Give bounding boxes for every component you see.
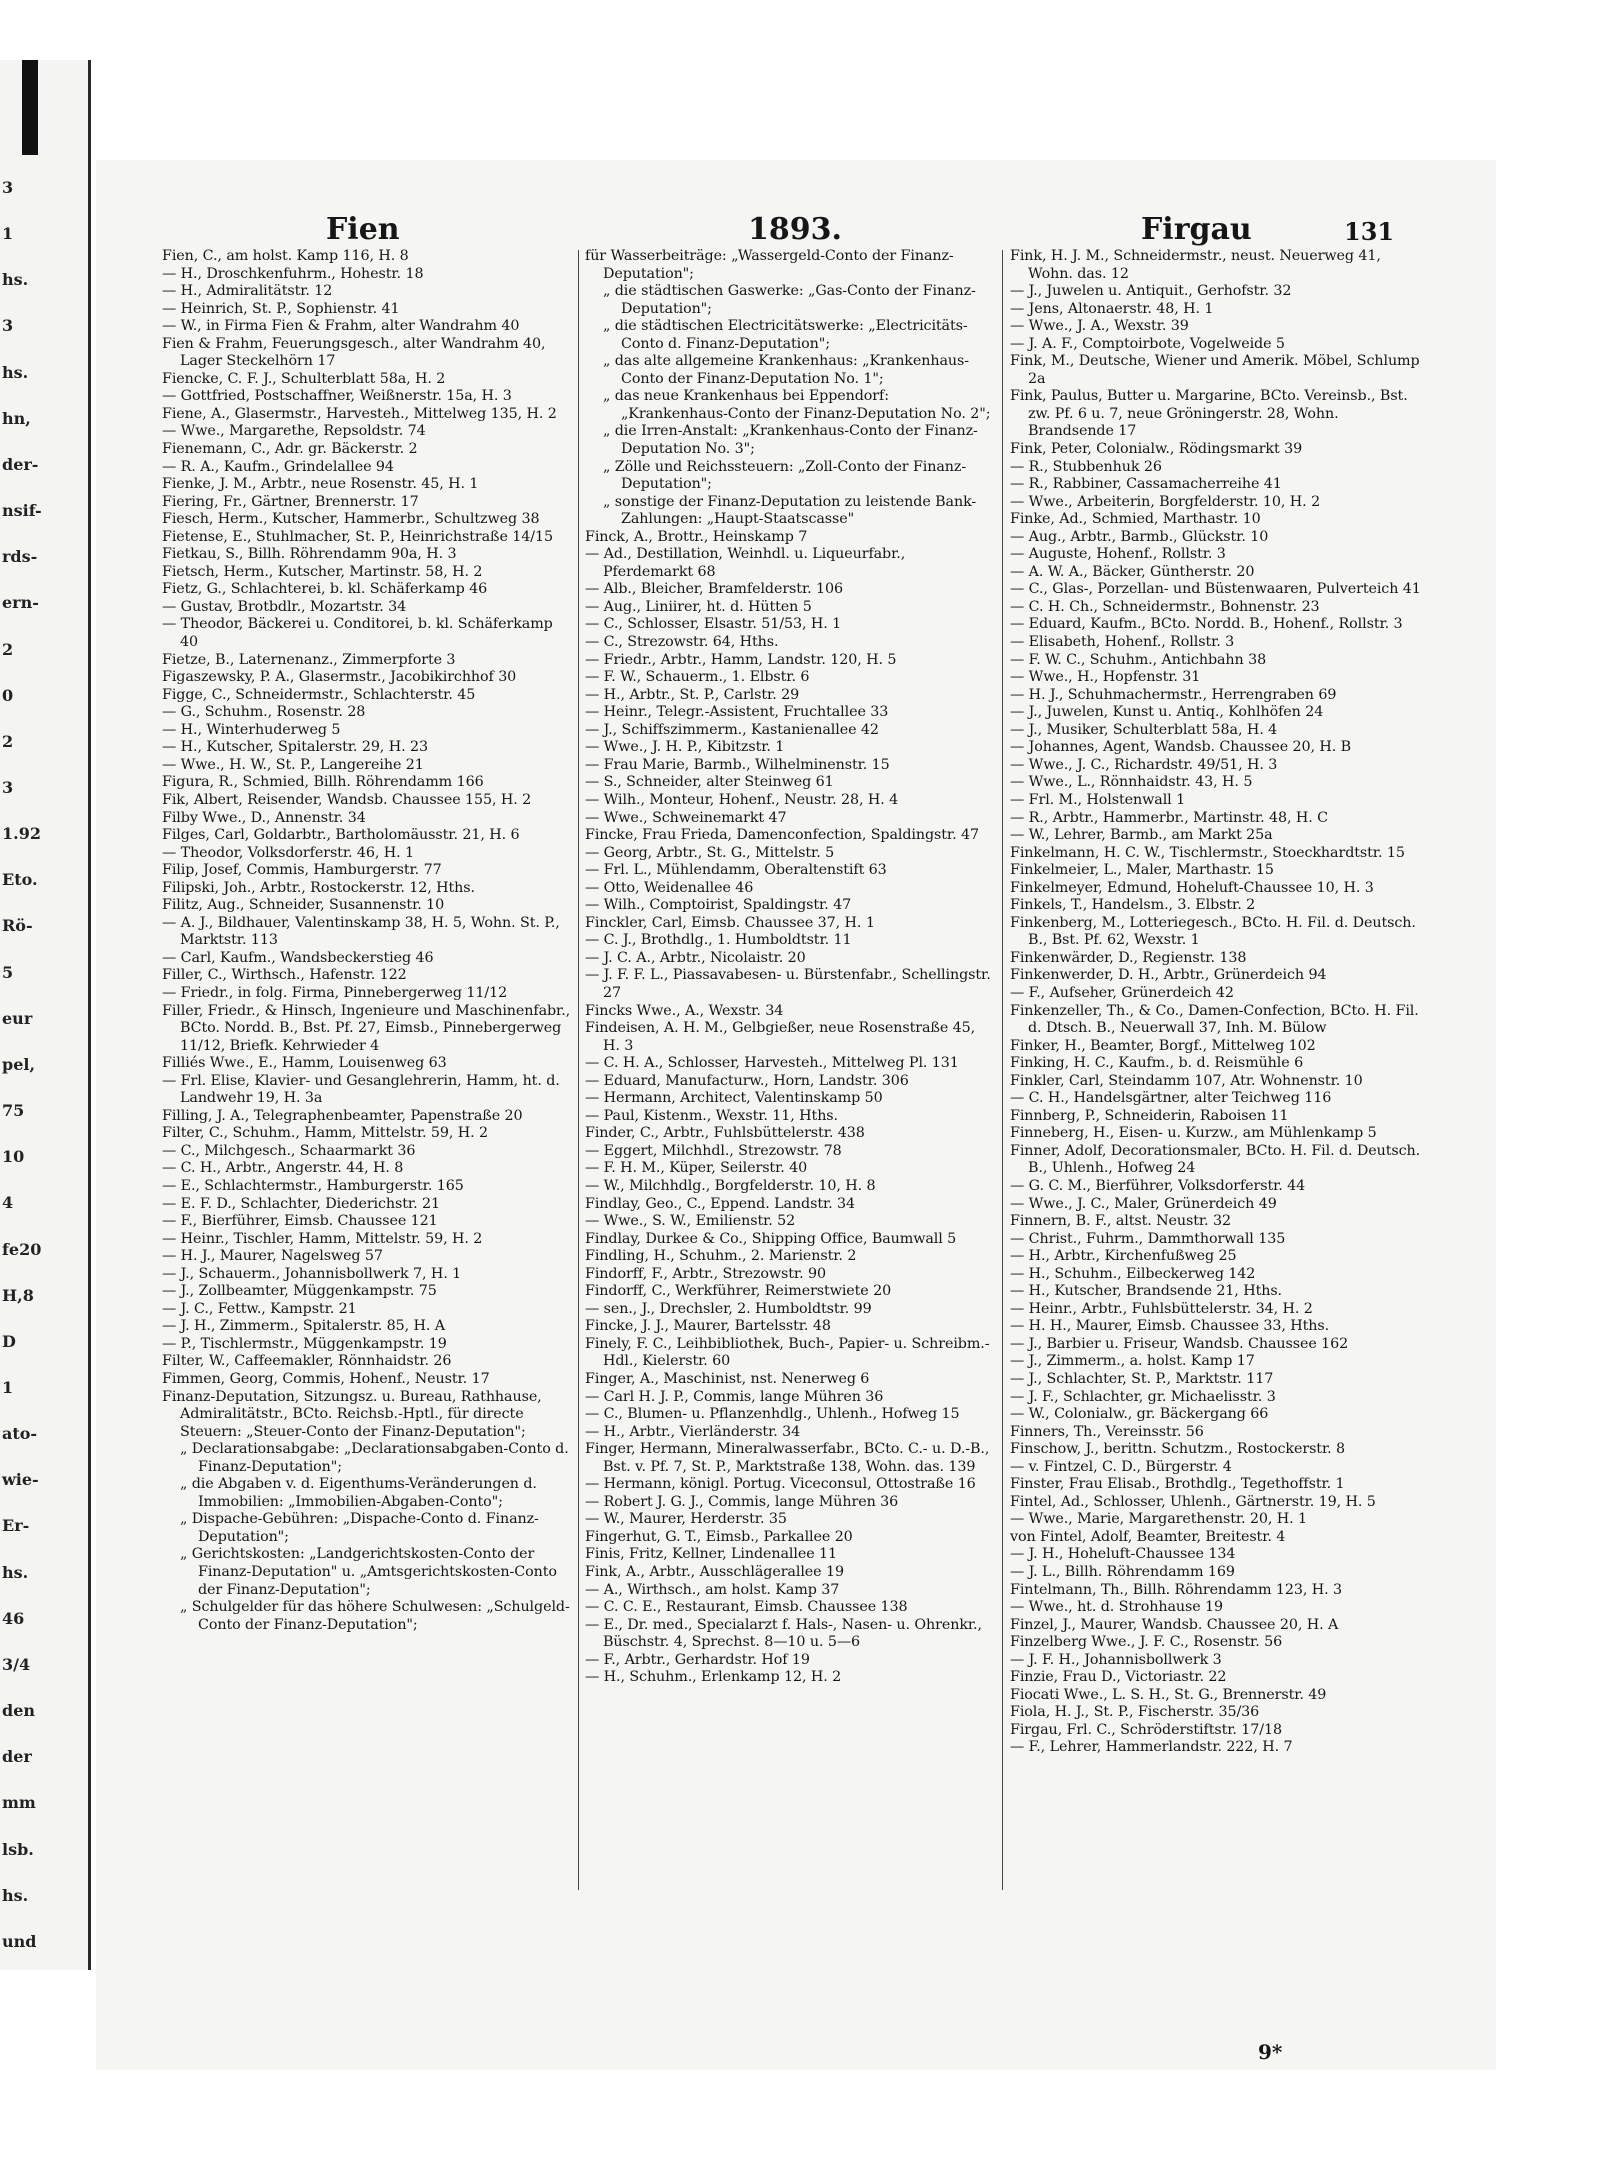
directory-entry: Finder, C., Arbtr., Fuhlsbüttelerstr. 438 [585, 1125, 865, 1142]
directory-entry: — F., Lehrer, Hammerlandstr. 222, H. 7 [1010, 1739, 1293, 1756]
facing-page-fragment: 75 [2, 1101, 25, 1121]
directory-entry: — Frl. M., Holstenwall 1 [1010, 791, 1186, 808]
facing-page-fragment: 1.92 [2, 824, 41, 844]
facing-page-fragment: und [2, 1931, 37, 1951]
directory-entry: Finzelberg Wwe., J. F. C., Rosenstr. 56 [1010, 1634, 1283, 1651]
directory-entry: Findeisen, A. H. M., Gelbgießer, neue Rosenstraße 45, H. 3 [585, 1020, 976, 1054]
directory-entry: — W., Maurer, Herderstr. 35 [585, 1511, 787, 1528]
facing-page-fragment: 10 [2, 1147, 25, 1167]
directory-entry: — Christ., Fuhrm., Dammthorwall 135 [1010, 1230, 1286, 1247]
column-1 [162, 248, 572, 1998]
directory-entry: — Auguste, Hohenf., Rollstr. 3 [1010, 546, 1226, 563]
directory-entry: — Otto, Weidenallee 46 [585, 879, 754, 896]
directory-entry: Findorff, F., Arbtr., Strezowstr. 90 [585, 1265, 826, 1282]
running-head-year: 1893. [748, 212, 842, 247]
directory-entry: — F. W., Schauerm., 1. Elbstr. 6 [585, 669, 810, 686]
directory-entry: Finkelmeier, L., Maler, Marthastr. 15 [1010, 862, 1274, 879]
directory-entry: — A. W. A., Bäcker, Güntherstr. 20 [1010, 563, 1255, 580]
directory-entry: — v. Fintzel, C. D., Bürgerstr. 4 [1010, 1458, 1232, 1475]
directory-entry: Finkenwärder, D., Regienstr. 138 [1010, 949, 1247, 966]
directory-entry: — Johannes, Agent, Wandsb. Chaussee 20, H. B [1010, 739, 1352, 756]
directory-entry: — W., Colonialw., gr. Bäckergang 66 [1010, 1406, 1269, 1423]
directory-entry: Filip, Josef, Commis, Hamburgerstr. 77 [162, 862, 442, 879]
directory-entry: — W., Milchhdlg., Borgfelderstr. 10, H. 8 [585, 1177, 876, 1194]
facing-page-fragment: wie- [2, 1470, 39, 1490]
directory-entry: — Wwe., J. C., Maler, Grünerdeich 49 [1010, 1195, 1277, 1212]
directory-entry: — J., Musiker, Schulterblatt 58a, H. 4 [1010, 721, 1278, 738]
directory-entry: — Jens, Altonaerstr. 48, H. 1 [1010, 300, 1214, 317]
facing-page-fragment: 46 [2, 1608, 25, 1628]
running-head [96, 212, 1426, 252]
directory-entry: — J. F. H., Johannisbollwerk 3 [1010, 1651, 1222, 1668]
directory-entry: „ Zölle und Reichssteuern: „Zoll-Conto der Finanz-Deputation"; [603, 458, 967, 493]
directory-entry: — Frl. L., Mühlendamm, Oberaltenstift 63 [585, 862, 887, 879]
directory-entry: Fienemann, C., Adr. gr. Bäckerstr. 2 [162, 441, 418, 458]
directory-entry: — Wwe., Schweinemarkt 47 [585, 809, 787, 826]
directory-entry: für Wasserbeiträge: „Wassergeld-Conto der Finanz-Deputation"; [585, 248, 954, 282]
directory-entry: — Wwe., L., Rönnhaidstr. 43, H. 5 [1010, 774, 1253, 791]
directory-entry: Fincks Wwe., A., Wexstr. 34 [585, 1002, 784, 1019]
directory-entry: — J., Schiffszimmerm., Kastanienallee 42 [585, 721, 879, 738]
facing-page-fragment: der [2, 1747, 32, 1767]
directory-entry: — C., Milchgesch., Schaarmarkt 36 [162, 1142, 416, 1159]
directory-entry: — J. L., Billh. Röhrendamm 169 [1010, 1564, 1235, 1581]
directory-entry: — Hermann, königl. Portug. Viceconsul, Ottostraße 16 [585, 1476, 976, 1493]
directory-entry: — H., Schuhm., Eilbeckerweg 142 [1010, 1265, 1256, 1282]
directory-entry: — Frau Marie, Barmb., Wilhelminenstr. 15 [585, 756, 890, 773]
directory-entry: Finger, A., Maschinist, nst. Nenerweg 6 [585, 1371, 870, 1387]
directory-entry: Finner, Adolf, Decorationsmaler, BCto. H. Fil. d. Deutsch. B., Uhlenh., Hofweg 24 [1010, 1142, 1421, 1177]
directory-entry: Finke, Ad., Schmied, Marthastr. 10 [1010, 511, 1261, 528]
directory-entry: — Wwe., H., Hopfenstr. 31 [1010, 669, 1201, 686]
facing-page-fragment: Er- [2, 1516, 30, 1536]
directory-entry: Finzel, J., Maurer, Wandsb. Chaussee 20, H. A [1010, 1616, 1339, 1633]
directory-entry: Fink, Paulus, Butter u. Margarine, BCto. Vereinsb., Bst. zw. Pf. 6 u. 7, neue Gröningerstr. 28, Wohn. Brandsende 17 [1010, 388, 1408, 440]
directory-entry: Fincke, J. J., Maurer, Bartelsstr. 48 [585, 1318, 831, 1335]
directory-entry: Filter, W., Caffeemakler, Rönnhaidstr. 26 [162, 1353, 452, 1370]
running-head-left: Fien [326, 212, 400, 247]
directory-entry: Figaszewsky, P. A., Glasermstr., Jacobikirchhof 30 [162, 669, 517, 686]
directory-entry: Fintelmann, Th., Billh. Röhrendamm 123, H. 3 [1010, 1581, 1343, 1598]
directory-entry: „ die städtischen Gaswerke: „Gas-Conto der Finanz-Deputation"; [603, 283, 976, 317]
directory-entry: — C. H., Handelsgärtner, alter Teichweg 116 [1010, 1090, 1332, 1107]
facing-page-fragment: hs. [2, 270, 29, 290]
directory-entry: Finneberg, H., Eisen- u. Kurzw., am Mühlenkamp 5 [1010, 1125, 1377, 1142]
directory-entry: — Wwe., J. H. P., Kibitzstr. 1 [585, 739, 785, 756]
directory-entry: — R., Stubbenhuk 26 [1010, 458, 1162, 475]
directory-entry: — Robert J. G. J., Commis, lange Mühren 36 [585, 1493, 899, 1510]
directory-entry: — G. C. M., Bierführer, Volksdorferstr. 44 [1010, 1177, 1306, 1194]
directory-entry: — R., Arbtr., Hammerbr., Martinstr. 48, H. C [1010, 809, 1328, 826]
directory-entry: — H., Arbtr., St. P., Carlstr. 29 [585, 686, 800, 703]
directory-entry: — H., Admiralitätstr. 12 [162, 283, 333, 300]
directory-entry: — J., Zollbeamter, Müggenkampstr. 75 [162, 1283, 437, 1300]
directory-entry: Figura, R., Schmied, Billh. Röhrendamm 166 [162, 774, 484, 791]
column-rule [1002, 250, 1003, 1890]
directory-entry: Filliés Wwe., E., Hamm, Louisenweg 63 [162, 1055, 447, 1072]
directory-entry: Finkenberg, M., Lotteriegesch., BCto. H. Fil. d. Deutsch. B., Bst. Pf. 62, Wexstr. 1 [1010, 914, 1416, 949]
directory-entry: Filter, C., Schuhm., Hamm, Mittelstr. 59, H. 2 [162, 1125, 489, 1142]
facing-page-fragment: hs. [2, 1885, 29, 1905]
directory-entry: — H., Winterhuderweg 5 [162, 721, 341, 738]
directory-entry: „ sonstige der Finanz-Deputation zu leistende Bank-Zahlungen: „Haupt-Staatscasse" [603, 493, 977, 528]
directory-entry: Finking, H. C., Kaufm., b. d. Reismühle 6 [1010, 1055, 1304, 1072]
directory-entry: — F., Arbtr., Gerhardstr. Hof 19 [585, 1651, 810, 1668]
directory-entry: — J. F. F. L., Piassavabesen- u. Bürstenfabr., Schellingstr. 27 [585, 967, 991, 1001]
directory-entry: Finkelmeyer, Edmund, Hoheluft-Chaussee 10, H. 3 [1010, 879, 1374, 896]
directory-entry: Filler, C., Wirthsch., Hafenstr. 122 [162, 967, 407, 984]
directory-entry: — C. H. A., Schlosser, Harvesteh., Mittelweg Pl. 131 [585, 1055, 959, 1072]
directory-entry: „ Gerichtskosten: „Landgerichtskosten-Conto der Finanz-Deputation" u. „Amtsgerichtskosten-Conto der Finanz-Deputation"; [180, 1546, 557, 1598]
directory-entry: Fienke, J. M., Arbtr., neue Rosenstr. 45, H. 1 [162, 476, 479, 493]
directory-entry: Fingerhut, G. T., Eimsb., Parkallee 20 [585, 1528, 853, 1545]
directory-entry: Fink, Peter, Colonialw., Rödingsmarkt 39 [1010, 441, 1303, 458]
facing-page-fragment: ato- [2, 1424, 38, 1444]
directory-entry: Fiene, A., Glasermstr., Harvesteh., Mittelweg 135, H. 2 [162, 405, 557, 422]
directory-entry: — Wilh., Monteur, Hohenf., Neustr. 28, H. 4 [585, 791, 899, 808]
directory-entry: — J. H., Hoheluft-Chaussee 134 [1010, 1546, 1236, 1563]
directory-entry: — Wwe., Margarethe, Repsoldstr. 74 [162, 423, 426, 440]
directory-entry: — Wwe., H. W., St. P., Langereihe 21 [162, 756, 424, 773]
directory-entry: Finkler, Carl, Steindamm 107, Atr. Wohnenstr. 10 [1010, 1072, 1363, 1089]
directory-entry: — Eduard, Kaufm., BCto. Nordd. B., Hohenf., Rollstr. 3 [1010, 616, 1403, 633]
directory-entry: — Eduard, Manufacturw., Horn, Landstr. 306 [585, 1072, 909, 1089]
directory-entry: — Elisabeth, Hohenf., Rollstr. 3 [1010, 634, 1235, 651]
directory-entry: — Gottfried, Postschaffner, Weißnerstr. 15a, H. 3 [162, 388, 512, 405]
directory-entry: — W., Lehrer, Barmb., am Markt 25a [1010, 827, 1273, 844]
directory-entry: Finners, Th., Vereinsstr. 56 [1010, 1423, 1204, 1440]
directory-entry: Fien, C., am holst. Kamp 116, H. 8 [162, 248, 409, 264]
binding-shadow [22, 60, 38, 155]
signature-mark: 9* [1258, 2040, 1283, 2064]
directory-entry: Figge, C., Schneidermstr., Schlachterstr. 45 [162, 686, 476, 703]
directory-entry: — Heinrich, St. P., Sophienstr. 41 [162, 300, 400, 317]
directory-entry: „ die Irren-Anstalt: „Krankenhaus-Conto der Finanz-Deputation No. 3"; [603, 423, 978, 458]
directory-entry: — P., Tischlermstr., Müggenkampstr. 19 [162, 1335, 447, 1352]
directory-entry: Finkelmann, H. C. W., Tischlermstr., Stoeckhardtstr. 15 [1010, 844, 1405, 861]
directory-entry: Fiencke, C. F. J., Schulterblatt 58a, H. 2 [162, 370, 446, 387]
directory-entry: Finnberg, P., Schneiderin, Raboisen 11 [1010, 1107, 1289, 1124]
directory-entry: — F. W. C., Schuhm., Antichbahn 38 [1010, 651, 1267, 668]
directory-entry: — Hermann, Architect, Valentinskamp 50 [585, 1090, 883, 1107]
directory-entry: — H., Kutscher, Spitalerstr. 29, H. 23 [162, 739, 428, 756]
directory-entry: Finker, H., Beamter, Borgf., Mittelweg 102 [1010, 1037, 1316, 1054]
directory-entry: — J. C. A., Arbtr., Nicolaistr. 20 [585, 949, 806, 966]
directory-entry: — C., Strezowstr. 64, Hths. [585, 634, 779, 651]
column-2 [585, 248, 995, 1998]
column-rule [578, 250, 579, 1890]
directory-entry: Firgau, Frl. C., Schröderstiftstr. 17/18 [1010, 1721, 1283, 1738]
directory-entry: „ Declarationsabgabe: „Declarationsabgaben-Conto d. Finanz-Deputation"; [180, 1441, 569, 1475]
directory-entry: — J., Juwelen u. Antiquit., Gerhofstr. 32 [1010, 283, 1292, 300]
directory-entry: Fink, M., Deutsche, Wiener und Amerik. Möbel, Schlump 2a [1010, 353, 1420, 387]
directory-entry: — Frl. Elise, Klavier- und Gesanglehrerin, Hamm, ht. d. Landwehr 19, H. 3a [162, 1072, 560, 1107]
directory-entry: — E., Dr. med., Specialarzt f. Hals-, Nasen- u. Ohrenkr., Büschstr. 4, Sprechst. 8—10 u. 5—6 [585, 1616, 982, 1651]
directory-entry: — J., Schlachter, St. P., Marktstr. 117 [1010, 1371, 1274, 1387]
facing-page-fragment: eur [2, 1008, 33, 1028]
facing-page-fragment: hs. [2, 1562, 29, 1582]
directory-entry: — H., Arbtr., Vierländerstr. 34 [585, 1423, 801, 1440]
directory-entry: — Alb., Bleicher, Bramfelderstr. 106 [585, 581, 843, 598]
directory-entry: — H., Droschkenfuhrm., Hohestr. 18 [162, 265, 424, 282]
directory-entry: Filby Wwe., D., Annenstr. 34 [162, 809, 366, 826]
directory-entry: Fietkau, S., Billh. Röhrendamm 90a, H. 3 [162, 546, 457, 563]
directory-entry: — Wilh., Comptoirist, Spaldingstr. 47 [585, 897, 852, 914]
directory-entry: — C. J., Brothdlg., 1. Humboldtstr. 11 [585, 932, 852, 949]
directory-entry: — Friedr., in folg. Firma, Pinnebergerweg 11/12 [162, 984, 508, 1001]
directory-entry: Finis, Fritz, Kellner, Lindenallee 11 [585, 1546, 838, 1563]
facing-page-edge [0, 60, 91, 1970]
column-3 [1010, 248, 1422, 1998]
directory-entry: — Wwe., S. W., Emilienstr. 52 [585, 1213, 796, 1230]
directory-entry: — Georg, Arbtr., St. G., Mittelstr. 5 [585, 844, 835, 861]
directory-entry: — J., Schauerm., Johannisbollwerk 7, H. 1 [162, 1265, 462, 1282]
directory-entry: „ das neue Krankenhaus bei Eppendorf: „Krankenhaus-Conto der Finanz-Deputation No. 2"; [603, 388, 991, 422]
facing-page-fragment: D [2, 1331, 16, 1351]
directory-entry: Fiering, Fr., Gärtner, Brennerstr. 17 [162, 493, 419, 510]
directory-entry: — Heinr., Arbtr., Fuhlsbüttelerstr. 34, H. 2 [1010, 1300, 1313, 1317]
running-head-right: Firgau [1141, 212, 1252, 247]
directory-entry: — F., Aufseher, Grünerdeich 42 [1010, 984, 1234, 1001]
directory-entry: — C., Schlosser, Elsastr. 51/53, H. 1 [585, 616, 842, 633]
directory-entry: — Heinr., Tischler, Hamm, Mittelstr. 59, H. 2 [162, 1230, 483, 1247]
facing-page-fragment: 3 [2, 316, 14, 336]
directory-entry: „ das alte allgemeine Krankenhaus: „Krankenhaus-Conto der Finanz-Deputation No. 1"; [603, 353, 969, 387]
directory-entry: Filipski, Joh., Arbtr., Rostockerstr. 12, Hths. [162, 879, 475, 896]
directory-entry: Fimmen, Georg, Commis, Hohenf., Neustr. 17 [162, 1371, 490, 1387]
facing-page-fragment: hs. [2, 362, 29, 382]
directory-entry: — W., in Firma Fien & Frahm, alter Wandrahm 40 [162, 318, 520, 335]
facing-page-fragment: mm [2, 1793, 36, 1813]
directory-entry: Finschow, J., berittn. Schutzm., Rostockerstr. 8 [1010, 1441, 1345, 1458]
directory-entry: Finely, F. C., Leihbibliothek, Buch-, Papier- u. Schreibm.-Hdl., Kielerstr. 60 [585, 1335, 990, 1370]
directory-entry: — E. F. D., Schlachter, Diederichstr. 21 [162, 1195, 440, 1212]
facing-page-fragment: hn, [2, 408, 31, 428]
directory-entry: — Ad., Destillation, Weinhdl. u. Liqueurfabr., Pferdemarkt 68 [585, 546, 906, 580]
page-number: 131 [1344, 217, 1395, 246]
directory-entry: — S., Schneider, alter Steinweg 61 [585, 774, 834, 791]
directory-entry: — J. C., Fettw., Kampstr. 21 [162, 1300, 357, 1317]
facing-page-fragment: ern- [2, 593, 39, 613]
directory-entry: Fiola, H. J., St. P., Fischerstr. 35/36 [1010, 1704, 1260, 1721]
directory-entry: Filges, Carl, Goldarbtr., Bartholomäusstr. 21, H. 6 [162, 827, 520, 844]
facing-page-fragment: der- [2, 454, 39, 474]
directory-entry: Fietense, E., Stuhlmacher, St. P., Heinrichstraße 14/15 [162, 528, 553, 545]
facing-page-fragment: Rö- [2, 916, 33, 936]
directory-entry: — Wwe., J. A., Wexstr. 39 [1010, 318, 1189, 335]
directory-entry: Findlay, Durkee & Co., Shipping Office, Baumwall 5 [585, 1230, 957, 1247]
directory-entry: Findling, H., Schuhm., 2. Marienstr. 2 [585, 1248, 857, 1265]
directory-entry: Fincke, Frau Frieda, Damenconfection, Spaldingstr. 47 [585, 827, 979, 844]
directory-entry: — Heinr., Telegr.-Assistent, Fruchtallee 33 [585, 704, 889, 721]
directory-entry: — J. H., Zimmerm., Spitalerstr. 85, H. A [162, 1318, 446, 1335]
directory-entry: — Wwe., Arbeiterin, Borgfelderstr. 10, H. 2 [1010, 493, 1321, 510]
directory-entry: Finkels, T., Handelsm., 3. Elbstr. 2 [1010, 897, 1256, 914]
directory-entry: Fiocati Wwe., L. S. H., St. G., Brennerstr. 49 [1010, 1686, 1327, 1703]
directory-entry: — Paul, Kistenm., Wexstr. 11, Hths. [585, 1107, 838, 1124]
directory-entry: — Theodor, Volksdorferstr. 46, H. 1 [162, 844, 415, 861]
directory-entry: — H. H., Maurer, Eimsb. Chaussee 33, Hths. [1010, 1318, 1330, 1335]
directory-entry: — H., Kutscher, Brandsende 21, Hths. [1010, 1283, 1282, 1300]
directory-entry: — Eggert, Milchhdl., Strezowstr. 78 [585, 1142, 842, 1159]
directory-entry: Fintel, Ad., Schlosser, Uhlenh., Gärtnerstr. 19, H. 5 [1010, 1493, 1376, 1510]
directory-entry: Fietz, G., Schlachterei, b. kl. Schäferkamp 46 [162, 581, 488, 598]
directory-entry: von Fintel, Adolf, Beamter, Breitestr. 4 [1010, 1528, 1286, 1545]
directory-entry: Findlay, Geo., C., Eppend. Landstr. 34 [585, 1195, 856, 1212]
directory-entry: — Carl H. J. P., Commis, lange Mühren 36 [585, 1388, 884, 1405]
directory-entry: Finzie, Frau D., Victoriastr. 22 [1010, 1669, 1227, 1686]
facing-page-fragment: 0 [2, 685, 14, 705]
facing-page-fragment: 2 [2, 639, 14, 659]
directory-entry: „ Dispache-Gebühren: „Dispache-Conto d. Finanz-Deputation"; [180, 1511, 539, 1545]
facing-page-fragment: 3 [2, 778, 14, 797]
directory-entry: „ die Abgaben v. d. Eigenthums-Veränderungen d. Immobilien: „Immobilien-Abgaben-Conto"; [180, 1476, 537, 1510]
directory-entry: — R. A., Kaufm., Grindelallee 94 [162, 458, 394, 475]
directory-entry: — E., Schlachtermstr., Hamburgerstr. 165 [162, 1177, 464, 1194]
directory-entry: — G., Schuhm., Rosenstr. 28 [162, 704, 366, 721]
directory-entry: — H. J., Maurer, Nagelsweg 57 [162, 1248, 383, 1265]
facing-page-fragment: lsb. [2, 1839, 34, 1859]
directory-entry: Fietsch, Herm., Kutscher, Martinstr. 58, H. 2 [162, 563, 483, 580]
directory-entry: — C. H., Arbtr., Angerstr. 44, H. 8 [162, 1160, 404, 1177]
directory-entry: — A., Wirthsch., am holst. Kamp 37 [585, 1581, 840, 1598]
directory-entry: Finnern, B. F., altst. Neustr. 32 [1010, 1213, 1231, 1230]
directory-entry: — sen., J., Drechsler, 2. Humboldtstr. 99 [585, 1300, 872, 1317]
directory-entry: Finanz-Deputation, Sitzungsz. u. Bureau, Rathhause, Admiralitätstr., BCto. Reichsb.-Hptl., für directe Steuern: „Steuer-Conto der Finanz-Deputation"; [162, 1388, 542, 1440]
directory-entry: — J., Juwelen, Kunst u. Antiq., Kohlhöfen 24 [1010, 704, 1324, 721]
directory-entry: Finck, A., Brottr., Heinskamp 7 [585, 528, 808, 545]
directory-entry: Filitz, Aug., Schneider, Susannenstr. 10 [162, 897, 445, 914]
directory-entry: Fien & Frahm, Feuerungsgesch., alter Wandrahm 40, Lager Steckelhörn 17 [162, 335, 546, 370]
directory-entry: — F., Bierführer, Eimsb. Chaussee 121 [162, 1213, 438, 1230]
directory-entry: — A. J., Bildhauer, Valentinskamp 38, H. 5, Wohn. St. P., Marktstr. 113 [162, 914, 560, 949]
directory-entry: — H., Arbtr., Kirchenfußweg 25 [1010, 1248, 1237, 1265]
directory-entry: — R., Rabbiner, Cassamacherreihe 41 [1010, 476, 1282, 493]
facing-page-fragment: 5 [2, 962, 14, 982]
directory-entry: Fiesch, Herm., Kutscher, Hammerbr., Schultzweg 38 [162, 511, 540, 528]
directory-entry: „ die städtischen Electricitätswerke: „Electricitäts-Conto d. Finanz-Deputation"; [603, 318, 968, 352]
directory-entry: Fink, A., Arbtr., Ausschlägerallee 19 [585, 1564, 844, 1581]
facing-page-fragment: 1 [2, 1378, 14, 1397]
facing-page-fragment: den [2, 1701, 35, 1721]
directory-entry: Finckler, Carl, Eimsb. Chaussee 37, H. 1 [585, 914, 875, 931]
facing-page-fragment: rds- [2, 547, 38, 567]
directory-entry: Filler, Friedr., & Hinsch, Ingenieure und Maschinenfabr., BCto. Nordd. B., Bst. Pf. 27, Eimsb., Pinnebergerweg 11/12, Briefk. Kehrwieder 4 [162, 1002, 571, 1054]
directory-entry: — J. A. F., Comptoirbote, Vogelweide 5 [1010, 335, 1285, 352]
directory-entry: — J. F., Schlachter, gr. Michaelisstr. 3 [1010, 1388, 1276, 1405]
directory-entry: Finster, Frau Elisab., Brothdlg., Tegethoffstr. 1 [1010, 1476, 1345, 1493]
directory-entry: — C., Blumen- u. Pflanzenhdlg., Uhlenh., Hofweg 15 [585, 1406, 960, 1423]
facing-page-fragment: 3 [2, 178, 14, 197]
directory-entry: Finger, Hermann, Mineralwasserfabr., BCto. C.- u. D.-B., Bst. v. Pf. 7, St. P., Marktstraße 138, Wohn. das. 139 [585, 1441, 990, 1475]
directory-entry: — Carl, Kaufm., Wandsbeckerstieg 46 [162, 949, 434, 966]
directory-entry: Finkenzeller, Th., & Co., Damen-Confection, BCto. H. Fil. d. Dtsch. B., Neuerwall 37, Inh. M. Bülow [1010, 1002, 1419, 1037]
directory-entry: — Gustav, Brotbdlr., Mozartstr. 34 [162, 598, 407, 615]
directory-entry: — H. J., Schuhmachermstr., Herrengraben 69 [1010, 686, 1337, 703]
directory-entry: — J., Barbier u. Friseur, Wandsb. Chaussee 162 [1010, 1335, 1349, 1352]
directory-entry: — Friedr., Arbtr., Hamm, Landstr. 120, H. 5 [585, 651, 897, 668]
directory-entry: — Aug., Liniirer, ht. d. Hütten 5 [585, 598, 812, 615]
directory-entry: Fink, H. J. M., Schneidermstr., neust. Neuerweg 41, Wohn. das. 12 [1010, 248, 1381, 282]
facing-page-fragment: H,8 [2, 1285, 34, 1305]
facing-page-fragment: 4 [2, 1193, 14, 1213]
directory-entry: — Aug., Arbtr., Barmb., Glückstr. 10 [1010, 528, 1269, 545]
directory-entry: — C. H. Ch., Schneidermstr., Bohnenstr. 23 [1010, 598, 1320, 615]
directory-entry: Filling, J. A., Telegraphenbeamter, Papenstraße 20 [162, 1107, 523, 1124]
directory-entry: — C. C. E., Restaurant, Eimsb. Chaussee 138 [585, 1599, 908, 1616]
facing-page-fragment: 2 [2, 731, 14, 751]
directory-entry: — F. H. M., Küper, Seilerstr. 40 [585, 1160, 808, 1177]
facing-page-fragment: 3/4 [2, 1654, 31, 1674]
facing-page-fragment: 1 [2, 224, 14, 244]
directory-entry: Findorff, C., Werkführer, Reimerstwiete 20 [585, 1283, 892, 1300]
directory-entry: — C., Glas-, Porzellan- und Büstenwaaren, Pulverteich 41 [1010, 581, 1421, 598]
directory-entry: — Wwe., Marie, Margarethenstr. 20, H. 1 [1010, 1511, 1308, 1528]
directory-entry: — H., Schuhm., Erlenkamp 12, H. 2 [585, 1669, 842, 1686]
directory-entry: Finkenwerder, D. H., Arbtr., Grünerdeich 94 [1010, 967, 1327, 984]
facing-page-fragment: nsif- [2, 501, 42, 521]
directory-entry: Fik, Albert, Reisender, Wandsb. Chaussee 155, H. 2 [162, 791, 532, 808]
directory-entry: „ Schulgelder für das höhere Schulwesen: „Schulgeld-Conto der Finanz-Deputation"; [180, 1599, 570, 1633]
facing-page-fragment: Eto. [2, 870, 38, 890]
directory-entry: — J., Zimmerm., a. holst. Kamp 17 [1010, 1353, 1255, 1370]
directory-entry: — Theodor, Bäckerei u. Conditorei, b. kl. Schäferkamp 40 [162, 616, 553, 651]
directory-entry: — Wwe., ht. d. Strohhause 19 [1010, 1599, 1224, 1616]
facing-page-fragment: fe20 [2, 1239, 42, 1259]
directory-entry: Fietze, B., Laternenanz., Zimmerpforte 3 [162, 651, 456, 668]
directory-entry: — Wwe., J. C., Richardstr. 49/51, H. 3 [1010, 756, 1278, 773]
facing-page-fragment: pel, [2, 1054, 36, 1074]
